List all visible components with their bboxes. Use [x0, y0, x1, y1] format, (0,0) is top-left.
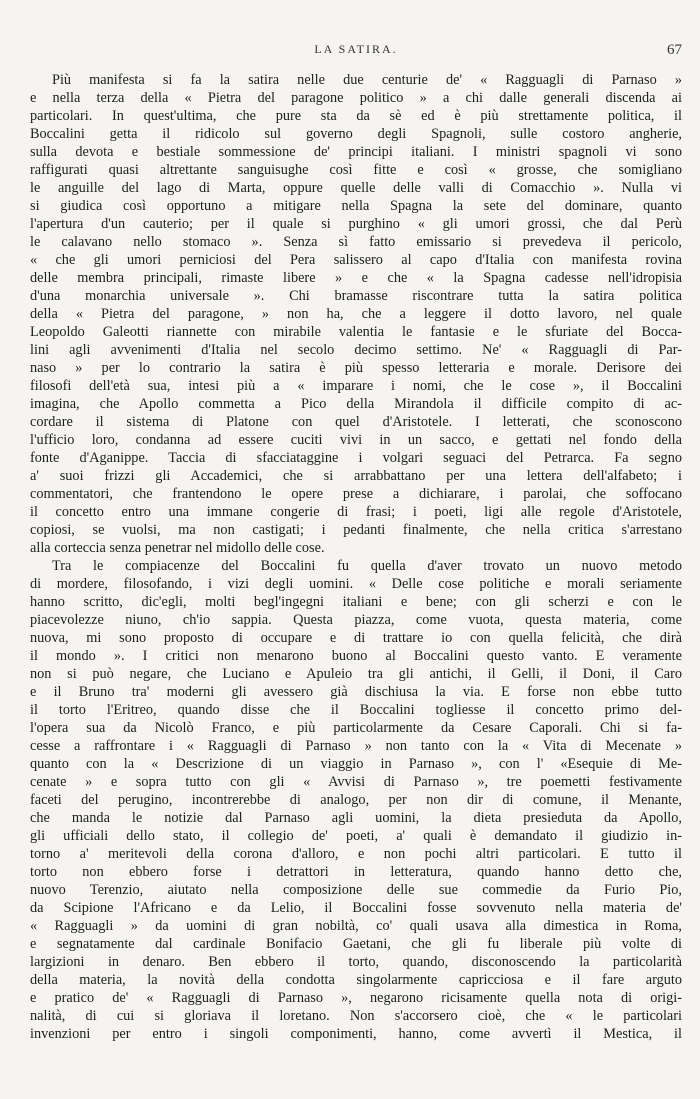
text-line: le anguille del lago di Marta, oppure quelle delle valli di Comacchio ». Nulla vi	[30, 180, 682, 196]
text-line: lini agli avvenimenti d'Italia nel secolo decimo settimo. Ne' « Ragguagli di Par-	[30, 342, 682, 358]
text-line: il mondo ». I critici non menarono buono al Boccalini questo vanto. E veramente	[30, 648, 682, 664]
text-line: nalità, di cui si gloriava il loretano. Non s'accorsero cioè, che « le particolari	[30, 1008, 682, 1024]
text-line: d'una monarchia universale ». Chi bramasse riscontrare tutta la satira politica	[30, 288, 682, 304]
text-line: piacevolezze niuno, ch'io sappia. Questa piazza, come vuota, questa materia, come	[30, 612, 682, 628]
text-line: a' suoi frizzi gli Accademici, che si arrabbattano per una lettera dell'alfabeto; i	[30, 468, 682, 484]
text-line: invenzioni per entro i singoli componimenti, hanno, come avvertì il Mestica, il	[30, 1026, 682, 1042]
text-line: non si può negare, che Luciano e Apuleio tra gli antichi, il Gelli, il Doni, il Caro	[30, 666, 682, 682]
text-line: hanno scritto, dic'egli, molti begl'ingegni italiani e bene; con gli scherzi e con le	[30, 594, 682, 610]
text-line: filosofi dell'età sua, intesi più a « imparare i nomi, che le cose », il Boccalini	[30, 378, 682, 394]
text-line: della « Pietra del paragone, » non ha, che a leggere il dotto lavoro, nel quale	[30, 306, 682, 322]
text-line: cenate » e sopra tutto con gli « Avvisi di Parnaso », tre poemetti festivamente	[30, 774, 682, 790]
text-line: quanto con la « Descrizione di un viaggio in Parnaso », con l' «Esequie di Me-	[30, 756, 682, 772]
text-line: alla corteccia senza penetrar nel midollo delle cose.	[30, 540, 325, 556]
text-line: imagina, che Apollo commetta a Pico della Mirandola il difficile compito di ac-	[30, 396, 682, 412]
text-line: il torto l'Eritreo, quando disse che il Boccalini togliesse il concetto primo del-	[30, 702, 682, 718]
text-line: faceti del perugino, incontrerebbe di analogo, per non dir di comune, il Menante,	[30, 792, 682, 808]
text-line: e il Bruno tra' moderni gli avessero già dischiusa la via. E forse non ebbe tutto	[30, 684, 682, 700]
page-number: 67	[667, 42, 682, 58]
text-line: « che gli umori perniciosi del Pera salissero al capo d'Italia con manifesta rovina	[30, 252, 682, 268]
text-line: si giudica così opportuno a mitigare nella Spagna la sete del dominare, quanto	[30, 198, 682, 214]
text-line: l'ufficio loro, condanna ad essere cuciti vivi in un sacco, e gettati nel fondo della	[30, 432, 682, 448]
text-line: e nella terza della « Pietra del paragone politico » a chi dalle generali discenda ai	[30, 90, 682, 106]
text-line: commentatori, che frantendono le opere prese a dichiarare, i parolai, che soffocano	[30, 486, 682, 502]
text-line: naso » per lo contrario la satira è più spesso letteraria e morale. Derisore dei	[30, 360, 682, 376]
text-line: cesse a raffrontare i « Ragguagli di Parnaso » non tanto con la « Vita di Mecenate »	[30, 738, 682, 754]
text-line: e pratico de' « Ragguagli di Parnaso », negarono ricisamente quella nota di origi-	[30, 990, 682, 1006]
text-line: cordare il sistema di Platone con quel d'Aristotele. I letterati, che sconoscono	[30, 414, 682, 430]
text-line: Leopoldo Galeotti riannette con mirabile valentia le fantasie e le sfuriate del Bocca-	[30, 324, 682, 340]
text-line: copiosi, se vuolsi, ma non castigati; i pedanti finalmente, che nella critica s'arrestano	[30, 522, 682, 538]
text-line: e segnatamente dal cardinale Bonifacio Gaetani, che gli fu liberale più volte di	[30, 936, 682, 952]
text-line: Tra le compiacenze del Boccalini fu quella d'aver trovato un nuovo metodo	[52, 558, 682, 574]
text-line: torto non ebbero forse i detrattori in letteratura, quando hanno detto che,	[30, 864, 682, 880]
text-line: fonte d'Aganippe. Taccia di sfacciataggine i volgari seguaci del Petrarca. Fa segno	[30, 450, 682, 466]
text-line: largizioni in denaro. Ben ebbero il torto, quando, disconoscendo la particolarità	[30, 954, 682, 970]
text-line: l'opera sua da Nicolò Franco, e più particolarmente da Cesare Caporali. Chi si fa-	[30, 720, 682, 736]
text-line: Boccalini getta il ridicolo sul governo degli Spagnoli, sulle costoro angherie,	[30, 126, 682, 142]
text-line: particolari. In quest'ultima, che pure sta da sè ed è più strettamente politica, il	[30, 108, 682, 124]
text-line: di mordere, filosofando, i vizi degli uomini. « Delle cose politiche e morali seriamente	[30, 576, 682, 592]
text-line: torno a' meritevoli della corona d'alloro, e non pochi altri particolari. E tutto il	[30, 846, 682, 862]
text-line: gli ufficiali dello stato, il collegio de' poeti, a' quali è demandato il giudizio in-	[30, 828, 682, 844]
text-line: l'apertura d'un cauterio; per il quale si purghino « gli umori grossi, che dal Perù	[30, 216, 682, 232]
text-line: sulla devota e bestiale sommessione de' principi italiani. I ministri spagnoli vi sono	[30, 144, 682, 160]
text-body	[30, 71, 682, 1043]
text-line: nuovo Terenzio, aiutato nella composizione delle sue commedie da Furio Pio,	[30, 882, 682, 898]
paragraph	[30, 71, 682, 557]
text-line: che manda le notizie dal Parnaso agli uomini, la dieta presieduta da Apollo,	[30, 810, 682, 826]
text-line: le calavano nello stomaco ». Senza sì fatto emissario si prevedeva il pericolo,	[30, 234, 682, 250]
text-line: da Scipione l'Africano e da Lelio, il Boccalini fosse sovvenuto nella materia de'	[30, 900, 682, 916]
text-line: « Ragguagli » da uomini di gran nobiltà, co' quali usava alla dimestica in Roma,	[30, 918, 682, 934]
text-line: delle membra principali, rimaste libere » e che « la Spagna cadesse nell'idropisia	[30, 270, 682, 286]
text-line: il concetto entro una immane congerie di frasi; i poeti, ligi alle regole d'Aristotele,	[30, 504, 682, 520]
running-header	[30, 42, 682, 62]
text-line: della materia, la novità della condotta singolarmente capricciosa e il fare arguto	[30, 972, 682, 988]
text-line: raffigurati quasi altrettante sanguisughe così fitte e così « grosse, che somigliano	[30, 162, 682, 178]
running-title: LA SATIRA.	[314, 42, 398, 56]
paragraph	[30, 557, 682, 1043]
text-line: Più manifesta si fa la satira nelle due centurie de' « Ragguagli di Parnaso »	[52, 72, 682, 88]
text-line: nuova, mi sono proposto di occupare e di trattare io con quella felicità, che dirà	[30, 630, 682, 646]
